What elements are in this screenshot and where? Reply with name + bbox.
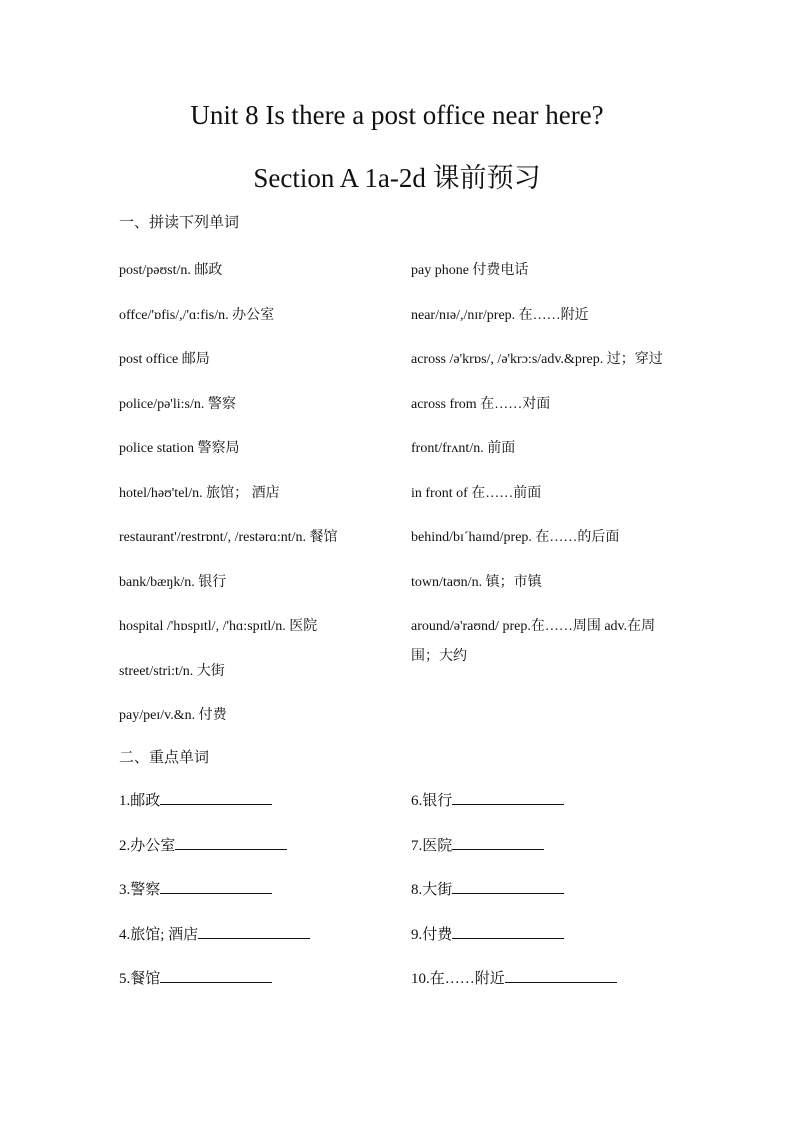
exercise-prompt: 9.付费 bbox=[411, 926, 453, 943]
answer-blank[interactable] bbox=[198, 922, 310, 939]
vocab-item: hospital /'hɒspɪtl/, /'hɑ:spɪtl/n. 医院 bbox=[119, 619, 318, 634]
exercise-list-right bbox=[411, 787, 617, 1010]
exercise-prompt: 7.医院 bbox=[411, 837, 453, 854]
exercise-item bbox=[411, 921, 617, 949]
exercise-item bbox=[119, 787, 310, 815]
answer-blank[interactable] bbox=[452, 922, 564, 939]
exercise-item bbox=[411, 832, 617, 860]
vocab-item: police station 警察局 bbox=[119, 441, 240, 456]
answer-blank[interactable] bbox=[175, 833, 287, 850]
vocab-item: behind/bɪˊhaɪnd/prep. 在……的后面 bbox=[411, 530, 620, 545]
page-title: Unit 8 Is there a post office near here? bbox=[190, 100, 604, 130]
vocab-item: bank/bæŋk/n. 银行 bbox=[119, 574, 227, 590]
answer-blank[interactable] bbox=[160, 966, 272, 983]
exercise-item bbox=[411, 876, 617, 904]
answer-blank[interactable] bbox=[452, 833, 544, 850]
exercise-item bbox=[119, 921, 310, 949]
vocab-item: post office 邮局 bbox=[119, 352, 210, 367]
exercise-item bbox=[119, 965, 310, 993]
exercise-prompt: 2.办公室 bbox=[119, 837, 176, 854]
exercise-prompt: 3.警察 bbox=[119, 882, 161, 898]
vocab-item: across /ə'krɒs/, /ə'krɔ:s/adv.&prep. 过；穿过 bbox=[411, 352, 663, 367]
vocab-item: in front of 在……前面 bbox=[411, 485, 542, 501]
vocab-item: across from 在……对面 bbox=[411, 396, 551, 412]
exercise-item bbox=[411, 965, 617, 993]
exercise-prompt: 8.大街 bbox=[411, 882, 453, 898]
exercise-item bbox=[119, 832, 310, 860]
exercise-prompt: 6.银行 bbox=[411, 793, 453, 809]
vocab-item: pay phone 付费电话 bbox=[411, 263, 529, 278]
answer-blank[interactable] bbox=[160, 788, 272, 805]
exercise-prompt: 1.邮政 bbox=[119, 793, 161, 809]
vocab-item: post/pəʊst/n. 邮政 bbox=[119, 263, 223, 278]
section-heading-spelling: 一、拼读下列单词 bbox=[119, 213, 240, 231]
vocab-item: front/frʌnt/n. 前面 bbox=[411, 441, 516, 456]
answer-blank[interactable] bbox=[452, 877, 564, 894]
vocab-item: street/stri:t/n. 大街 bbox=[119, 663, 225, 679]
vocab-item: offce/'ɒfis/,/'ɑ:fis/n. 办公室 bbox=[119, 307, 275, 323]
exercise-prompt: 10.在……附近 bbox=[411, 971, 505, 987]
vocab-list-right bbox=[411, 256, 683, 687]
exercise-prompt: 5.餐馆 bbox=[119, 971, 161, 987]
vocab-item: hotel/həʊ'tel/n. 旅馆； 酒店 bbox=[119, 485, 280, 501]
vocab-item: pay/peɪ/v.&n. 付费 bbox=[119, 708, 227, 723]
vocab-item: restaurant'/restrɒnt/, /restərɑ:nt/n. 餐馆 bbox=[119, 530, 338, 545]
vocab-item: around/ə'raʊnd/ prep.在……周围 adv.在周围；大约 bbox=[411, 619, 656, 664]
exercise-prompt: 4.旅馆; 酒店 bbox=[119, 926, 199, 943]
page-subtitle: Section A 1a-2d 课前预习 bbox=[253, 163, 541, 193]
exercise-item bbox=[119, 876, 310, 904]
answer-blank[interactable] bbox=[160, 877, 272, 894]
vocab-item: near/nɪə/,/nɪr/prep. 在……附近 bbox=[411, 307, 589, 323]
vocab-item: police/pə'li:s/n. 警察 bbox=[119, 396, 236, 412]
answer-blank[interactable] bbox=[452, 788, 564, 805]
answer-blank[interactable] bbox=[505, 966, 617, 983]
exercise-list-left bbox=[119, 787, 310, 1010]
section-heading-key-words: 二、重点单词 bbox=[119, 748, 210, 766]
vocab-item: town/taʊn/n. 镇；市镇 bbox=[411, 574, 542, 590]
exercise-item bbox=[411, 787, 617, 815]
vocab-list-left bbox=[119, 256, 389, 746]
